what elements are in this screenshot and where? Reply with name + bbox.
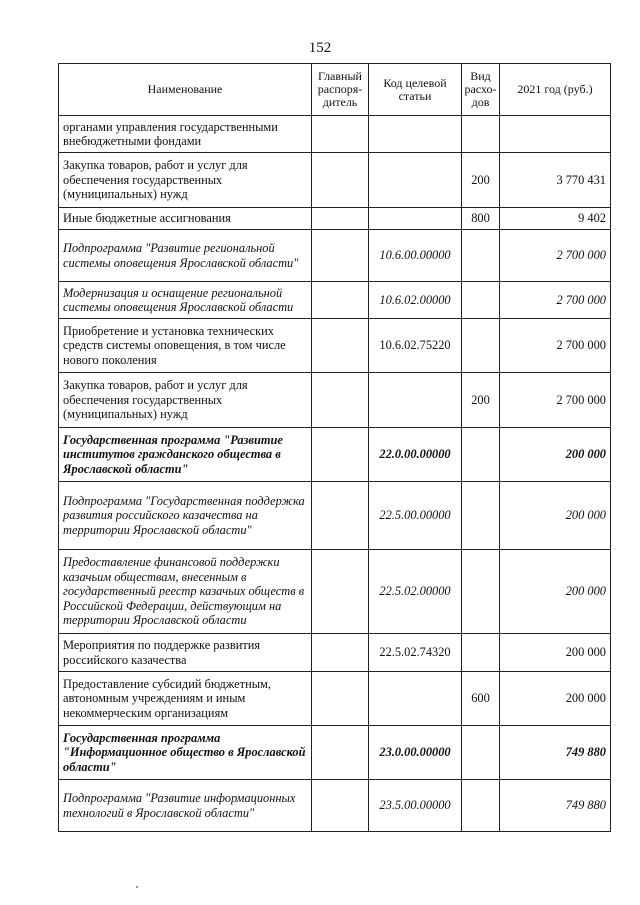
row-admin	[312, 428, 369, 482]
budget-table	[58, 63, 611, 832]
row-code: 22.5.02.00000	[369, 550, 462, 634]
row-admin	[312, 153, 369, 208]
row-code	[369, 373, 462, 428]
row-admin	[312, 634, 369, 672]
table-row	[59, 672, 611, 726]
table-row	[59, 282, 611, 319]
row-name: органами управления государственными внебюджетными фондами	[59, 116, 312, 153]
table-row	[59, 373, 611, 428]
row-type	[462, 634, 500, 672]
row-type	[462, 428, 500, 482]
row-admin	[312, 780, 369, 832]
row-amount: 200 000	[500, 482, 611, 550]
row-type	[462, 550, 500, 634]
row-amount: 749 880	[500, 780, 611, 832]
row-name: Подпрограмма "Развитие информационных технологий в Ярославской области"	[59, 780, 312, 832]
table-row	[59, 726, 611, 780]
row-code: 22.5.02.74320	[369, 634, 462, 672]
row-code	[369, 208, 462, 230]
row-amount: 2 700 000	[500, 373, 611, 428]
row-name: Государственная программа "Информационное общество в Ярославской области"	[59, 726, 312, 780]
header-type: Вид расхо-дов	[462, 64, 500, 116]
row-type	[462, 780, 500, 832]
row-type: 200	[462, 153, 500, 208]
row-code: 23.5.00.00000	[369, 780, 462, 832]
table-row	[59, 634, 611, 672]
row-admin	[312, 550, 369, 634]
row-code: 22.0.00.00000	[369, 428, 462, 482]
table-row	[59, 428, 611, 482]
row-name: Приобретение и установка технических средств системы оповещения, в том числе нового поколения	[59, 319, 312, 373]
row-type	[462, 282, 500, 319]
row-type	[462, 482, 500, 550]
table-row	[59, 482, 611, 550]
row-amount: 749 880	[500, 726, 611, 780]
row-name: Государственная программа "Развитие институтов гражданского общества в Ярославской области"	[59, 428, 312, 482]
row-type	[462, 230, 500, 282]
row-admin	[312, 672, 369, 726]
row-code: 10.6.02.75220	[369, 319, 462, 373]
row-amount: 200 000	[500, 428, 611, 482]
header-admin: Главный распоря-дитель	[312, 64, 369, 116]
row-name: Закупка товаров, работ и услуг для обеспечения государственных (муниципальных) нужд	[59, 373, 312, 428]
row-name: Мероприятия по поддержке развития российского казачества	[59, 634, 312, 672]
table-header-row	[59, 64, 611, 116]
row-amount: 200 000	[500, 672, 611, 726]
table-row	[59, 230, 611, 282]
row-amount: 9 402	[500, 208, 611, 230]
row-type	[462, 726, 500, 780]
row-name: Предоставление финансовой поддержки казачьим обществам, внесенным в государственный реестр казачьих обществ в Российской Федерации, действующим на территории Ярославской области	[59, 550, 312, 634]
row-code	[369, 153, 462, 208]
row-code: 22.5.00.00000	[369, 482, 462, 550]
row-amount: 3 770 431	[500, 153, 611, 208]
row-code	[369, 672, 462, 726]
row-name: Подпрограмма "Развитие региональной системы оповещения Ярославской области"	[59, 230, 312, 282]
row-amount	[500, 116, 611, 153]
table-row	[59, 780, 611, 832]
row-code: 10.6.02.00000	[369, 282, 462, 319]
row-amount: 2 700 000	[500, 282, 611, 319]
header-code: Код целевой статьи	[369, 64, 462, 116]
row-type: 600	[462, 672, 500, 726]
header-amount: 2021 год (руб.)	[500, 64, 611, 116]
row-code: 23.0.00.00000	[369, 726, 462, 780]
row-amount: 200 000	[500, 550, 611, 634]
row-code	[369, 116, 462, 153]
table-row	[59, 319, 611, 373]
table-row	[59, 550, 611, 634]
table-row	[59, 116, 611, 153]
row-name: Предоставление субсидий бюджетным, автономным учреждениям и иным некоммерческим организациям	[59, 672, 312, 726]
row-type	[462, 319, 500, 373]
row-admin	[312, 282, 369, 319]
row-amount: 200 000	[500, 634, 611, 672]
row-admin	[312, 482, 369, 550]
scan-speck	[136, 886, 138, 888]
row-admin	[312, 116, 369, 153]
row-name: Закупка товаров, работ и услуг для обеспечения государственных (муниципальных) нужд	[59, 153, 312, 208]
row-name: Иные бюджетные ассигнования	[59, 208, 312, 230]
row-admin	[312, 319, 369, 373]
table-row	[59, 208, 611, 230]
row-code: 10.6.00.00000	[369, 230, 462, 282]
table-row	[59, 153, 611, 208]
row-type: 200	[462, 373, 500, 428]
row-admin	[312, 373, 369, 428]
page-number: 152	[308, 40, 332, 56]
row-admin	[312, 230, 369, 282]
row-type: 800	[462, 208, 500, 230]
header-name: Наименование	[59, 64, 312, 116]
row-admin	[312, 726, 369, 780]
row-amount: 2 700 000	[500, 319, 611, 373]
row-type	[462, 116, 500, 153]
row-name: Модернизация и оснащение региональной системы оповещения Ярославской области	[59, 282, 312, 319]
row-admin	[312, 208, 369, 230]
row-amount: 2 700 000	[500, 230, 611, 282]
row-name: Подпрограмма "Государственная поддержка развития российского казачества на территории Ярославской области"	[59, 482, 312, 550]
